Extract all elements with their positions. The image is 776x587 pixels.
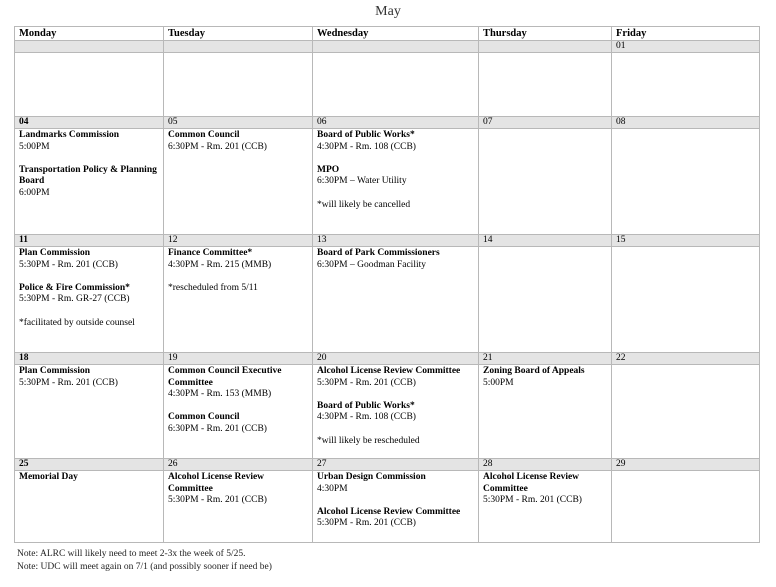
- event-title: Plan Commission: [19, 366, 90, 376]
- date-cell: 12: [164, 235, 313, 247]
- day-cell: [313, 53, 479, 117]
- date-cell: [164, 41, 313, 53]
- day-cell: [164, 129, 313, 235]
- weekday-header-row: [15, 27, 760, 41]
- day-cell: [164, 365, 313, 459]
- event-title: Alcohol License Review Committee: [317, 366, 461, 376]
- day-cell: [15, 129, 164, 235]
- event-title: Landmarks Commission: [19, 130, 120, 140]
- event-time-location: 5:00PM: [483, 377, 514, 388]
- event-title: Memorial Day: [19, 472, 78, 482]
- event-time-location: 5:30PM - Rm. 201 (CCB): [317, 377, 416, 388]
- date-cell: 15: [612, 235, 760, 247]
- event-note: *facilitated by outside counsel: [19, 317, 135, 328]
- day-cell: [612, 129, 760, 235]
- calendar-body: [15, 41, 760, 543]
- calendar-event: [317, 130, 474, 153]
- date-cell: 22: [612, 353, 760, 365]
- footnote: Note: UDC will meet again on 7/1 (and possibly sooner if need be): [17, 562, 272, 572]
- day-cell: [612, 365, 760, 459]
- date-cell: 13: [313, 235, 479, 247]
- event-time-location: 4:30PM - Rm. 153 (MMB): [168, 389, 272, 400]
- footnote: Note: ALRC will likely need to meet 2-3x the week of 5/25.: [17, 549, 246, 559]
- event-title: Finance Committee*: [168, 248, 253, 258]
- event-title: MPO: [317, 164, 340, 175]
- event-title: Transportation Policy & Planning Board: [19, 164, 157, 187]
- calendar-event: [19, 283, 159, 306]
- calendar-event: [168, 248, 308, 271]
- day-cell: [15, 247, 164, 353]
- day-cell: [15, 53, 164, 117]
- date-row: [15, 459, 760, 471]
- day-cell: [313, 129, 479, 235]
- calendar-event: [317, 401, 474, 424]
- events-row: [15, 247, 760, 353]
- weekday-header: Thursday: [479, 27, 612, 41]
- day-cell: [313, 247, 479, 353]
- date-cell: 01: [612, 41, 760, 53]
- calendar-event: [19, 130, 159, 153]
- day-cell: [612, 247, 760, 353]
- calendar-table: [14, 26, 760, 543]
- calendar-event: [317, 472, 474, 495]
- calendar-event: [19, 248, 159, 271]
- calendar-event: [19, 366, 159, 389]
- day-cell: [479, 53, 612, 117]
- date-cell: 21: [479, 353, 612, 365]
- date-row: [15, 353, 760, 365]
- event-time-location: 6:30PM – Water Utility: [317, 176, 407, 187]
- event-title: Urban Design Commission: [317, 472, 426, 482]
- event-note: *will likely be cancelled: [317, 199, 411, 210]
- events-row: [15, 365, 760, 459]
- event-title: Police & Fire Commission*: [19, 282, 130, 293]
- day-cell: [479, 365, 612, 459]
- date-cell: 08: [612, 117, 760, 129]
- event-title: Board of Park Commissioners: [317, 248, 440, 258]
- event-title: Alcohol License Review Committee: [317, 506, 461, 517]
- day-cell: [612, 471, 760, 543]
- event-time-location: 5:30PM - Rm. GR-27 (CCB): [19, 294, 130, 305]
- calendar-event: [317, 165, 474, 188]
- calendar-event: [168, 366, 308, 401]
- event-time-location: 5:00PM: [19, 141, 50, 152]
- date-cell: 28: [479, 459, 612, 471]
- day-cell: [479, 129, 612, 235]
- date-cell: 05: [164, 117, 313, 129]
- event-title: Board of Public Works*: [317, 130, 415, 140]
- event-title: Zoning Board of Appeals: [483, 366, 585, 376]
- day-cell: [15, 471, 164, 543]
- event-title: Alcohol License Review Committee: [483, 472, 580, 494]
- date-cell: 25: [15, 459, 164, 471]
- event-time-location: 6:30PM – Goodman Facility: [317, 259, 426, 270]
- event-note: *will likely be rescheduled: [317, 435, 420, 446]
- event-time-location: 4:30PM: [317, 483, 348, 494]
- day-cell: [164, 247, 313, 353]
- date-cell: 14: [479, 235, 612, 247]
- day-cell: [313, 471, 479, 543]
- event-time-location: 5:30PM - Rm. 201 (CCB): [19, 259, 118, 270]
- event-time-location: 6:30PM - Rm. 201 (CCB): [168, 423, 267, 434]
- event-note: *rescheduled from 5/11: [168, 282, 258, 293]
- day-cell: [479, 471, 612, 543]
- weekday-header: Tuesday: [164, 27, 313, 41]
- date-row: [15, 235, 760, 247]
- events-row: [15, 129, 760, 235]
- day-cell: [164, 53, 313, 117]
- event-title: Common Council: [168, 412, 240, 423]
- date-cell: 06: [313, 117, 479, 129]
- date-cell: 27: [313, 459, 479, 471]
- event-title: Plan Commission: [19, 248, 90, 258]
- date-cell: 07: [479, 117, 612, 129]
- event-title: Alcohol License Review Committee: [168, 472, 265, 494]
- date-cell: 18: [15, 353, 164, 365]
- date-row: [15, 117, 760, 129]
- calendar-event: [483, 366, 607, 389]
- calendar-event: [168, 130, 308, 153]
- date-cell: 19: [164, 353, 313, 365]
- weekday-header: Monday: [15, 27, 164, 41]
- footnotes: [17, 548, 272, 574]
- event-time-location: 5:30PM - Rm. 201 (CCB): [19, 377, 118, 388]
- event-time-location: 5:30PM - Rm. 201 (CCB): [317, 518, 416, 529]
- events-row: [15, 53, 760, 117]
- day-cell: [612, 53, 760, 117]
- day-cell: [313, 365, 479, 459]
- date-cell: 26: [164, 459, 313, 471]
- calendar-event: [19, 165, 159, 200]
- calendar-event: [483, 472, 607, 507]
- date-cell: [479, 41, 612, 53]
- calendar-event: [168, 412, 308, 435]
- calendar-event: [317, 507, 474, 530]
- day-cell: [15, 365, 164, 459]
- event-title: Common Council Executive Committee: [168, 366, 282, 388]
- calendar-event: [168, 472, 308, 507]
- event-time-location: 4:30PM - Rm. 108 (CCB): [317, 141, 416, 152]
- weekday-header: Friday: [612, 27, 760, 41]
- event-time-location: 6:30PM - Rm. 201 (CCB): [168, 141, 267, 152]
- event-time-location: 4:30PM - Rm. 215 (MMB): [168, 259, 272, 270]
- event-time-location: 6:00PM: [19, 187, 50, 198]
- event-title: Board of Public Works*: [317, 400, 415, 411]
- date-cell: 20: [313, 353, 479, 365]
- calendar-event: [19, 472, 159, 484]
- date-row: [15, 41, 760, 53]
- calendar-title: May: [375, 4, 401, 19]
- event-title: Common Council: [168, 130, 240, 140]
- weekday-header: Wednesday: [313, 27, 479, 41]
- calendar-event: [317, 366, 474, 389]
- date-cell: 11: [15, 235, 164, 247]
- calendar-event: [317, 248, 474, 271]
- day-cell: [164, 471, 313, 543]
- day-cell: [479, 247, 612, 353]
- event-time-location: 5:30PM - Rm. 201 (CCB): [168, 495, 267, 506]
- event-time-location: 4:30PM - Rm. 108 (CCB): [317, 412, 416, 423]
- date-cell: 04: [15, 117, 164, 129]
- events-row: [15, 471, 760, 543]
- date-cell: [313, 41, 479, 53]
- event-time-location: 5:30PM - Rm. 201 (CCB): [483, 495, 582, 506]
- date-cell: 29: [612, 459, 760, 471]
- date-cell: [15, 41, 164, 53]
